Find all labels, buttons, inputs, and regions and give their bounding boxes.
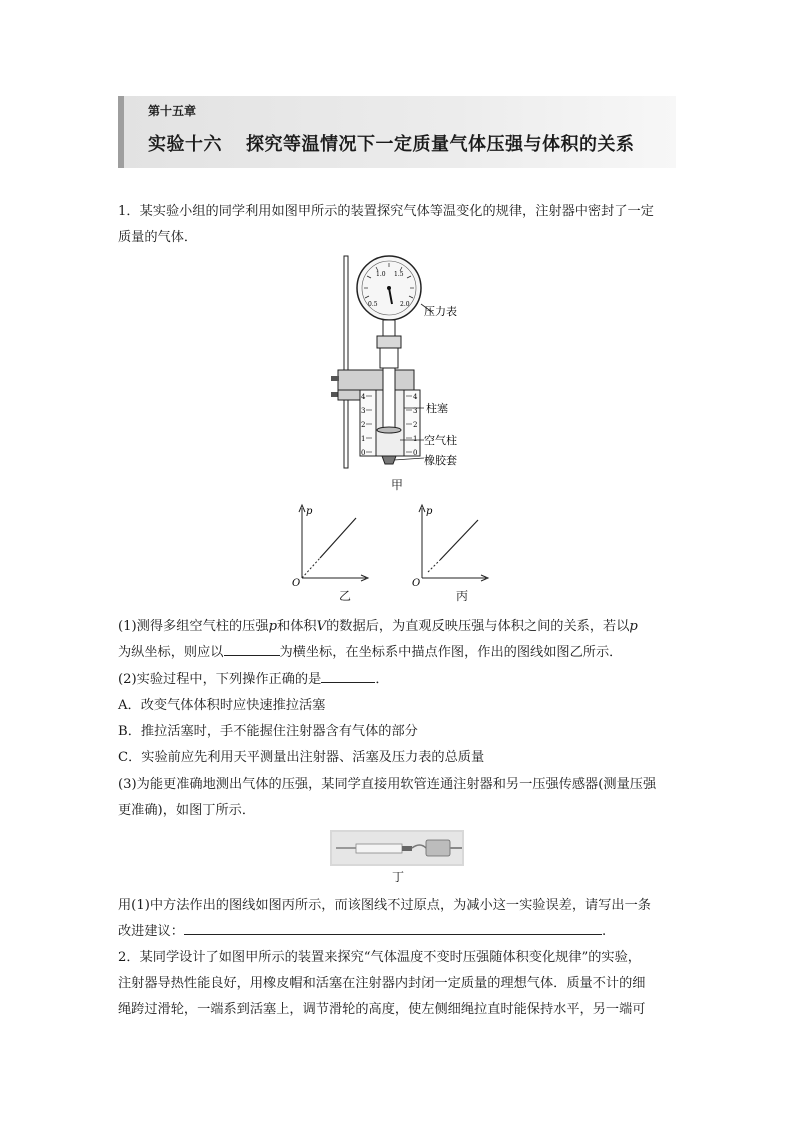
q1-part2: (2)实验过程中，下列操作正确的是 ． [118,672,389,687]
gauge-tick-0: 0.5 [368,301,378,308]
chapter-label: 第十五章 [148,104,197,118]
graph-bing-origin: O [412,578,421,588]
option-a: A．改变气体体积时应快速推拉活塞 [118,698,326,713]
q2-line1: 2．某同学设计了如图甲所示的装置来探究“气体温度不变时压强随体积变化规律”的实验， [118,950,641,965]
graph-bing-ylabel: p [426,506,433,517]
graph-bing-caption: 丙 [456,589,469,603]
scale-left-3: 3 [361,407,366,415]
scale-left-0: 0 [361,449,366,457]
gauge-tick-3: 2.0 [400,301,410,308]
q1-part1-line2: 为纵坐标，则应以 为横坐标，在坐标系中描点作图，作出的图线如图乙所示． [118,645,623,660]
gauge-tick-2: 1.5 [394,271,404,278]
gauge-tick-1: 1.0 [376,271,386,278]
q1-part1-line1: (1)测得多组空气柱的压强p和体积V的数据后，为直观反映压强与体积之间的关系，若以p [118,619,638,634]
scale-right-2: 2 [413,421,418,429]
figure-jia-apparatus [320,252,480,492]
option-b: B．推拉活塞时，手不能握住注射器含有气体的部分 [118,724,418,739]
q1-part3-line3: 用(1)中方法作出的图线如图丙所示，而该图线不过原点，为减小这一实验误差，请写出一条 [118,898,651,913]
scale-right-0: 0 [413,449,418,457]
chapter-header [118,96,676,168]
graph-yi-ylabel: p [306,506,313,517]
figure-ding-caption: 丁 [392,870,405,884]
q2-line2: 注射器导热性能良好，用橡皮帽和活塞在注射器内封闭一定质量的理想气体．质量不计的细 [118,976,646,991]
graph-yi [290,502,370,588]
page-title [148,130,635,156]
graph-bing-line [440,520,478,560]
experiment-number: 实验十六 [148,134,222,155]
q2-line3: 绳跨过滑轮，一端系到活塞上，调节滑轮的高度，使左侧细绳拉直时能保持水平，另一端可 [118,1002,646,1017]
graph-yi-extrapolation [302,558,320,578]
graph-bing-extrapolation [428,560,440,572]
graph-yi-origin: O [292,578,301,588]
scale-right-4: 4 [413,393,418,401]
gauge-label: 压力表 [424,305,457,318]
graph-yi-caption: 乙 [339,589,352,603]
option-c: C．实验前应先利用天平测量出注射器、活塞及压力表的总质量 [118,750,485,765]
header-accent-bar [118,96,124,168]
q1-part3-line4: 改进建议： . [118,924,607,939]
q1-part3-line1: (3)为能更准确地测出气体的压强，某同学直接用软管连通注射器和另一压强传感器(测量压强 [118,777,657,792]
scale-left-4: 4 [361,393,366,401]
plunger-label: 柱塞 [426,402,448,415]
experiment-title: 探究等温情况下一定质量气体压强与体积的关系 [246,134,635,155]
scale-left-1: 1 [361,435,366,443]
q1-stem-line1: 1．某实验小组的同学利用如图甲所示的装置探究气体等温变化的规律，注射器中密封了一定 [118,204,654,219]
q1-part3-line2: 更准确)，如图丁所示． [118,803,256,818]
scale-right-3: 3 [413,407,418,415]
graph-yi-line [320,518,356,558]
answer-blank-1[interactable] [224,643,280,656]
figure-ding-photo [330,830,464,866]
scale-right-1: 1 [413,435,418,443]
answer-blank-3[interactable] [184,922,602,935]
rubber-cap-label: 橡胶套 [424,454,457,467]
figure-jia-caption: 甲 [391,478,404,492]
air-column-label: 空气柱 [424,434,457,447]
scale-left-2: 2 [361,421,366,429]
graph-bing [410,502,490,588]
q1-stem-line2: 质量的气体． [118,230,198,245]
answer-blank-2[interactable] [321,670,375,683]
